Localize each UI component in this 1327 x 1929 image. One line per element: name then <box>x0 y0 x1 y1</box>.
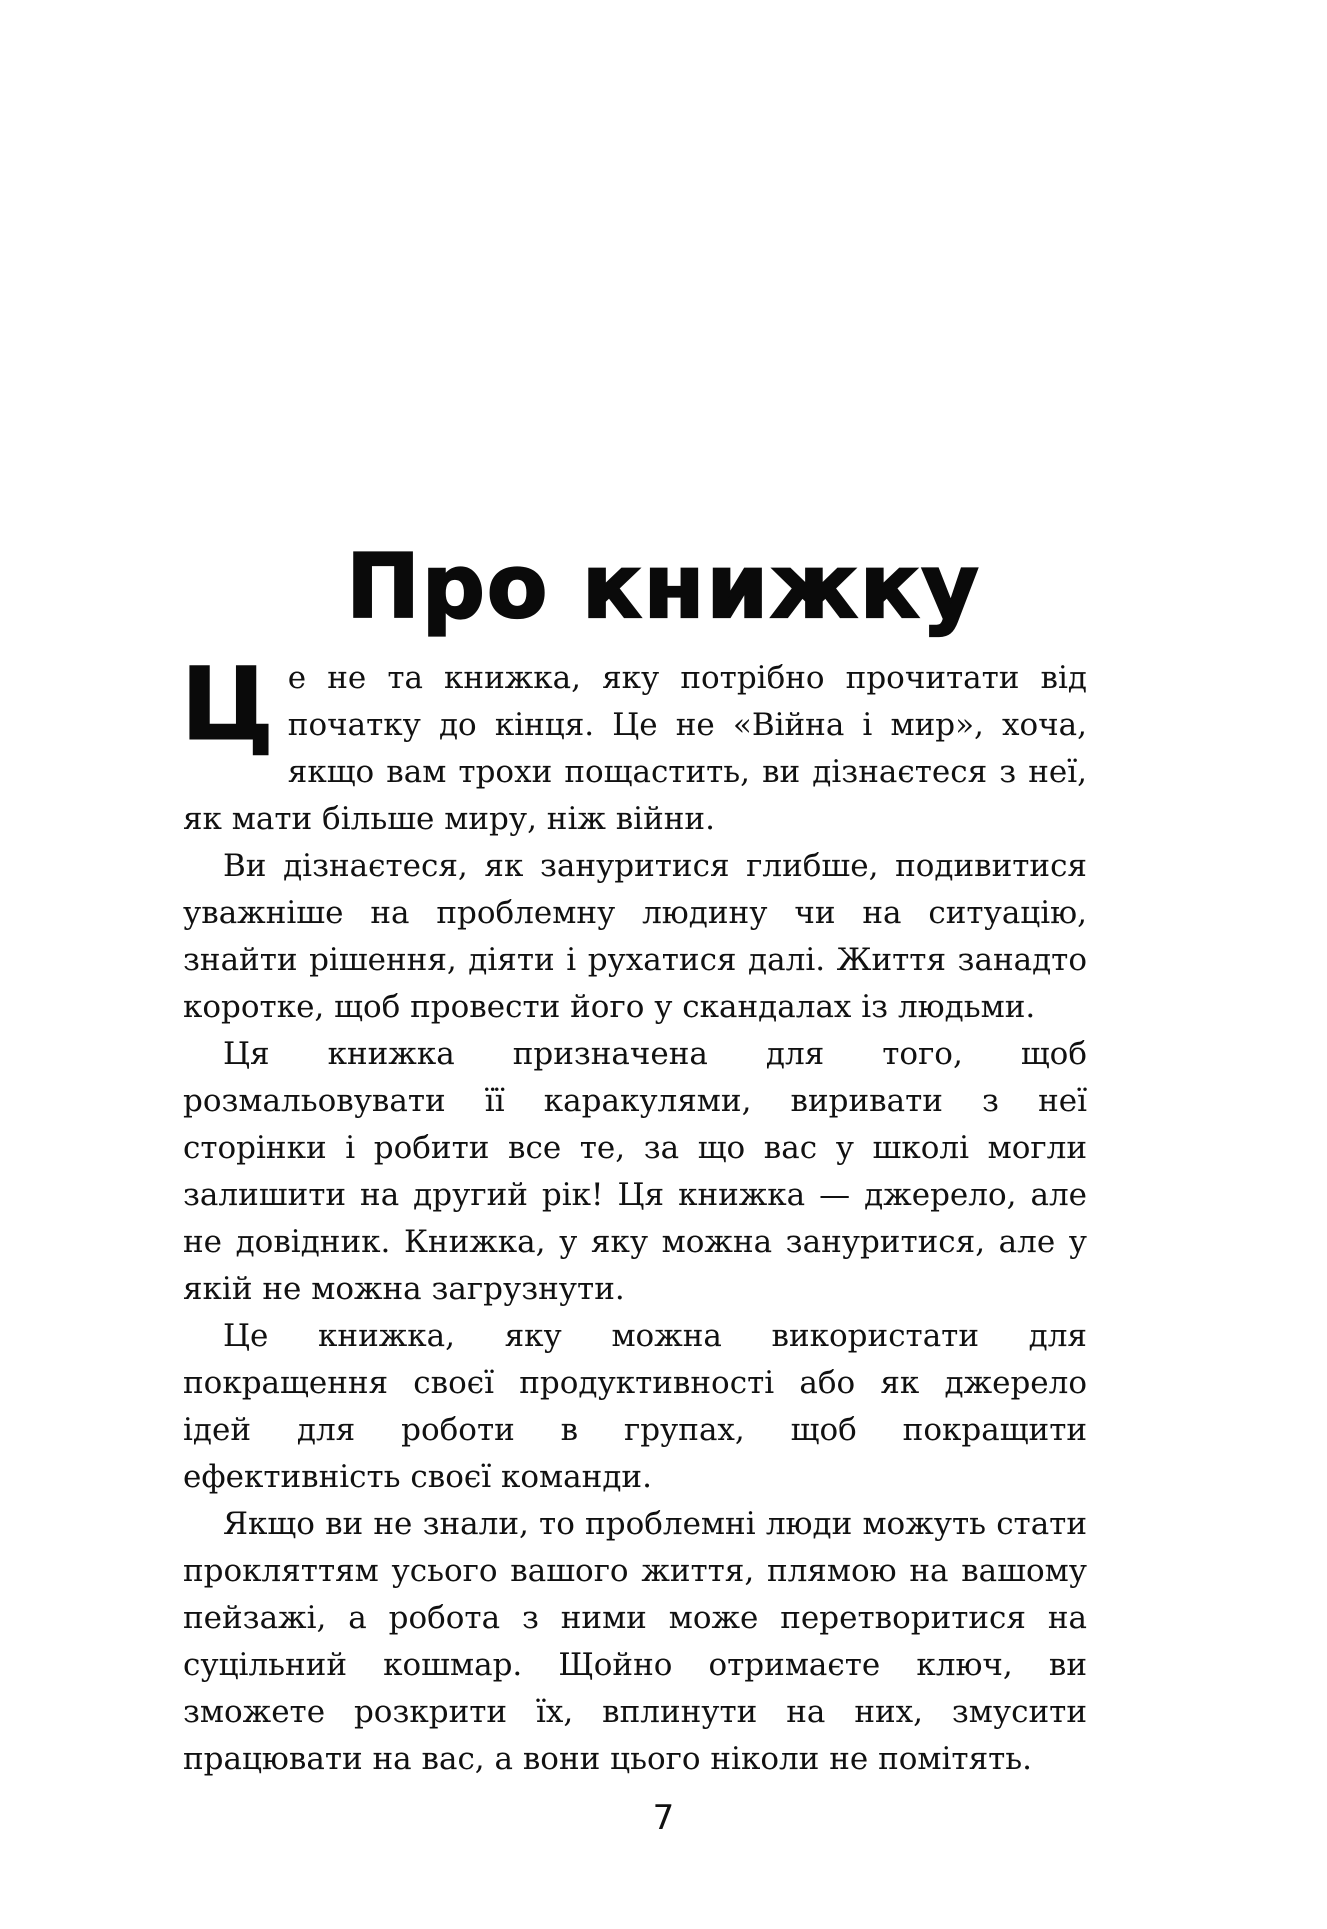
chapter-title: Про книжку <box>346 534 981 638</box>
paragraph-1-text: е не та книжка, яку потрібно прочитати від початку до кінця. Це не «Війна і мир», хоча, якщо вам трохи пощастить, ви дізнаєтеся з неї, як мати більше миру, ніж війни. <box>183 660 1087 837</box>
paragraph-3: Ця книжка призначена для того, щоб розмальовувати її каракулями, виривати з неї сторінки і робити все те, за що вас у школі могли залишити на другий рік! Ця книжка — джерело, але не довідник. Книжка, у яку можна зануритися, але у якій не можна загрузнути. <box>183 1036 1087 1307</box>
chapter-body <box>181 646 1087 1783</box>
paragraph-5: Якщо ви не знали, то проблемні люди можуть стати прокляттям усього вашого життя, плямою на вашому пейзажі, а робота з ними може перетворитися на суцільний кошмар. Щойно отримаєте ключ, ви зможете розкрити їх, вплинути на них, змусити працювати на вас, а вони цього ніколи не помітять. <box>183 1506 1087 1777</box>
paragraph-2: Ви дізнаєтеся, як зануритися глибше, подивитися уважніше на проблемну людину чи на ситуацію, знайти рішення, діяти і рухатися далі. Життя занадто коротке, щоб провести його у скандалах із людьми. <box>183 848 1087 1025</box>
page-number: 7 <box>652 1798 675 1838</box>
drop-cap: Ц <box>181 646 274 763</box>
paragraph-1 <box>181 646 1087 843</box>
paragraph-4: Це книжка, яку можна використати для покращення своєї продуктивності або як джерело ідей для роботи в групах, щоб покращити ефективність своєї команди. <box>183 1318 1087 1495</box>
